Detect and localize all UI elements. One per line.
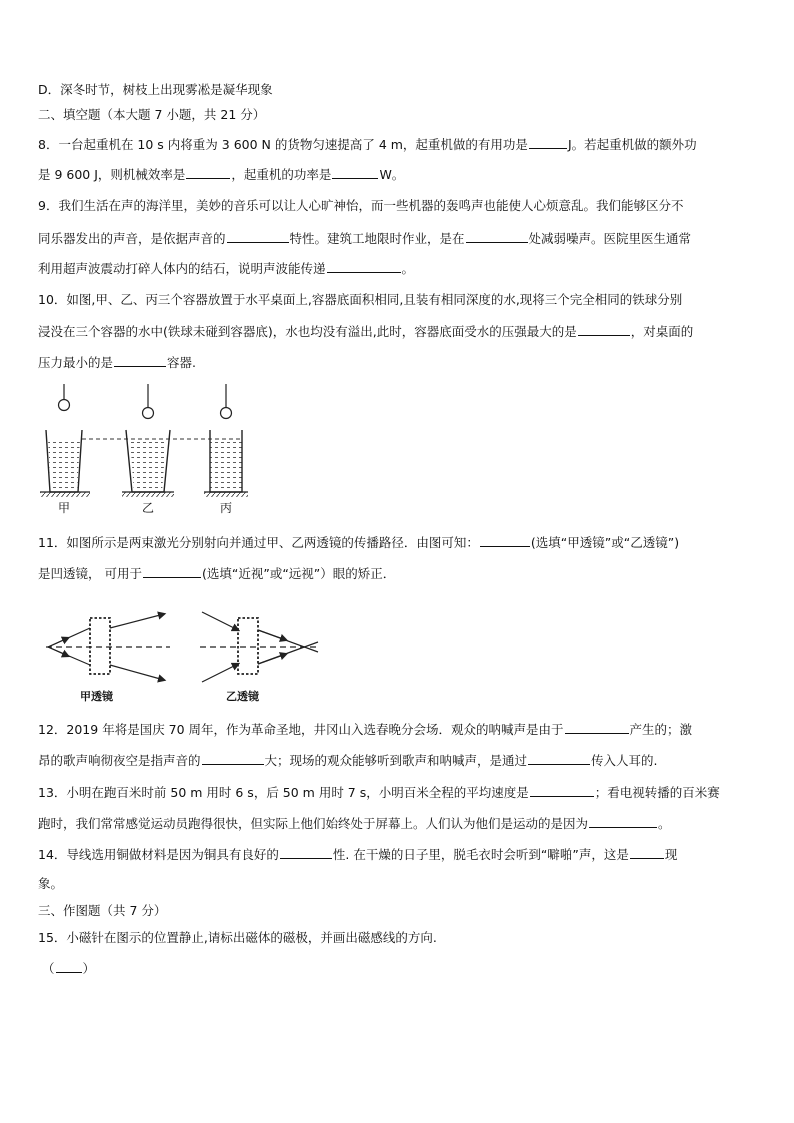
containers-figure <box>34 380 274 500</box>
q10-text-1: 浸没在三个容器的水中(铁球未碰到容器底)，水也均没有溢出,此时，容器底面受水的压强最大的是 <box>38 324 577 339</box>
q11-line2 <box>38 565 395 582</box>
q13-text-1: 13．小明在跑百米时前 50 m 用时 6 s，后 50 m 用时 7 s，小明百米全程的平均速度是 <box>38 785 529 800</box>
q15-answer-slot <box>42 960 95 977</box>
q10-text-3: 压力最小的是 <box>38 355 114 370</box>
q10-text-2: ，对桌面的 <box>630 324 694 339</box>
q15-paren-open: （ <box>42 961 55 976</box>
container-label-yi: 乙 <box>142 501 155 515</box>
q13-blank-1[interactable] <box>530 784 594 797</box>
q8-text-5: W。 <box>379 167 405 182</box>
q12-blank-1[interactable] <box>565 721 629 734</box>
q10-blank-2[interactable] <box>114 354 166 367</box>
q9-text-4: 利用超声波震动打碎人体内的结石，说明声波能传递 <box>38 261 326 276</box>
q9-blank-2[interactable] <box>466 230 528 243</box>
lens-yi <box>200 612 320 682</box>
section-heading-drawing: 三、作图题（共 7 分） <box>38 903 167 918</box>
q8-blank-1[interactable] <box>529 136 567 149</box>
q10-text-4: 容器. <box>167 355 196 370</box>
q14-text-1: 14．导线选用铜做材料是因为铜具有良好的 <box>38 847 279 862</box>
q9-blank-3[interactable] <box>327 260 401 273</box>
q10-line1: 10．如图,甲、乙、丙三个容器放置于水平桌面上,容器底面积相同,且装有相同深度的水,现将三个完全相同的铁球分别 <box>38 292 683 307</box>
q8-text-2: J。若起重机做的额外功 <box>567 137 697 152</box>
q11-text-1: 11．如图所示是两束激光分别射向并通过甲、乙两透镜的传播路径．由图可知： <box>38 535 479 550</box>
q14-line1 <box>38 846 677 863</box>
q11-text-2: (选填“甲透镜”或“乙透镜”) <box>530 535 680 550</box>
q12-text-4: 大；现场的观众能够听到歌声和呐喊声，是通过 <box>264 753 528 768</box>
q11-line1 <box>38 534 679 551</box>
q13-line1 <box>38 784 720 801</box>
container-yi <box>122 384 174 497</box>
q12-text-2: 产生的；激 <box>629 722 693 737</box>
q12-text-5: 传入人耳的. <box>591 753 658 768</box>
q9-text-5: 。 <box>401 261 415 276</box>
q14-blank-1[interactable] <box>280 846 332 859</box>
container-label-jia: 甲 <box>58 501 71 515</box>
q8-text-4: ，起重机的功率是 <box>231 167 332 182</box>
q15-text: 15．小磁针在图示的位置静止,请标出磁体的磁极，并画出磁感线的方向. <box>38 930 437 945</box>
option-d: D．深冬时节，树枝上出现雾凇是凝华现象 <box>38 82 273 97</box>
q14-text-3: 现 <box>664 847 678 862</box>
q10-line3 <box>38 354 196 371</box>
q11-text-4: (选填“近视”或“远视”）眼的矫正． <box>201 566 396 581</box>
q12-blank-3[interactable] <box>528 752 590 765</box>
q13-text-3: 跑时，我们常常感觉运动员跑得很快，但实际上他们始终处于屏幕上。人们认为他们是运动的是因为 <box>38 816 589 831</box>
lens-label-yi: 乙透镜 <box>226 690 259 703</box>
q15-blank[interactable] <box>56 960 82 973</box>
q15-paren-close: ） <box>82 961 96 976</box>
q13-text-4: 。 <box>658 816 671 831</box>
q8-line1 <box>38 136 697 153</box>
lens-label-jia: 甲透镜 <box>80 690 113 703</box>
q11-blank-2[interactable] <box>143 565 201 578</box>
lens-jia <box>46 614 170 680</box>
q9-line2 <box>38 230 691 247</box>
container-jia <box>40 384 90 497</box>
q8-line2 <box>38 166 404 183</box>
q14-blank-2[interactable] <box>630 846 664 859</box>
q12-line1 <box>38 721 692 738</box>
q8-text-3: 是 9 600 J，则机械效率是 <box>38 167 186 182</box>
q11-blank-1[interactable] <box>480 534 530 547</box>
q8-text-1: 8．一台起重机在 10 s 内将重为 3 600 N 的货物匀速提高了 4 m，起重机做的有用功是 <box>38 137 528 152</box>
lenses-figure <box>40 602 340 688</box>
q14-text-2: 性. 在干燥的日子里，脱毛衣时会听到“噼啪”声，这是 <box>332 847 629 862</box>
section-heading-fill-blank: 二、填空题（本大题 7 小题，共 21 分） <box>38 107 266 122</box>
q12-blank-2[interactable] <box>202 752 264 765</box>
q8-blank-2[interactable] <box>186 166 230 179</box>
q13-text-2: ；看电视转播的百米赛 <box>594 785 720 800</box>
q9-blank-1[interactable] <box>227 230 289 243</box>
q9-line1: 9．我们生活在声的海洋里，美妙的音乐可以让人心旷神怡，而一些机器的轰鸣声也能使人心烦意乱。我们能够区分不 <box>38 198 684 213</box>
q10-blank-1[interactable] <box>578 323 630 336</box>
q13-blank-2[interactable] <box>589 815 657 828</box>
q12-line2 <box>38 752 658 769</box>
q12-text-3: 昂的歌声响彻夜空是指声音的 <box>38 753 201 768</box>
q13-line2 <box>38 815 671 832</box>
q9-text-2: 特性。建筑工地限时作业，是在 <box>289 231 465 246</box>
container-label-bing: 丙 <box>220 501 233 515</box>
q10-line2 <box>38 323 693 340</box>
q9-text-3: 处减弱噪声。医院里医生通常 <box>528 231 692 246</box>
q11-text-3: 是凹透镜， 可用于 <box>38 566 142 581</box>
container-bing <box>204 384 248 497</box>
q14-line2: 象。 <box>38 876 64 891</box>
q9-text-1: 同乐器发出的声音，是依据声音的 <box>38 231 226 246</box>
q9-line3 <box>38 260 414 277</box>
q8-blank-3[interactable] <box>332 166 378 179</box>
q12-text-1: 12．2019 年将是国庆 70 周年，作为革命圣地，井冈山入选春晚分会场．观众的呐喊声是由于 <box>38 722 564 737</box>
